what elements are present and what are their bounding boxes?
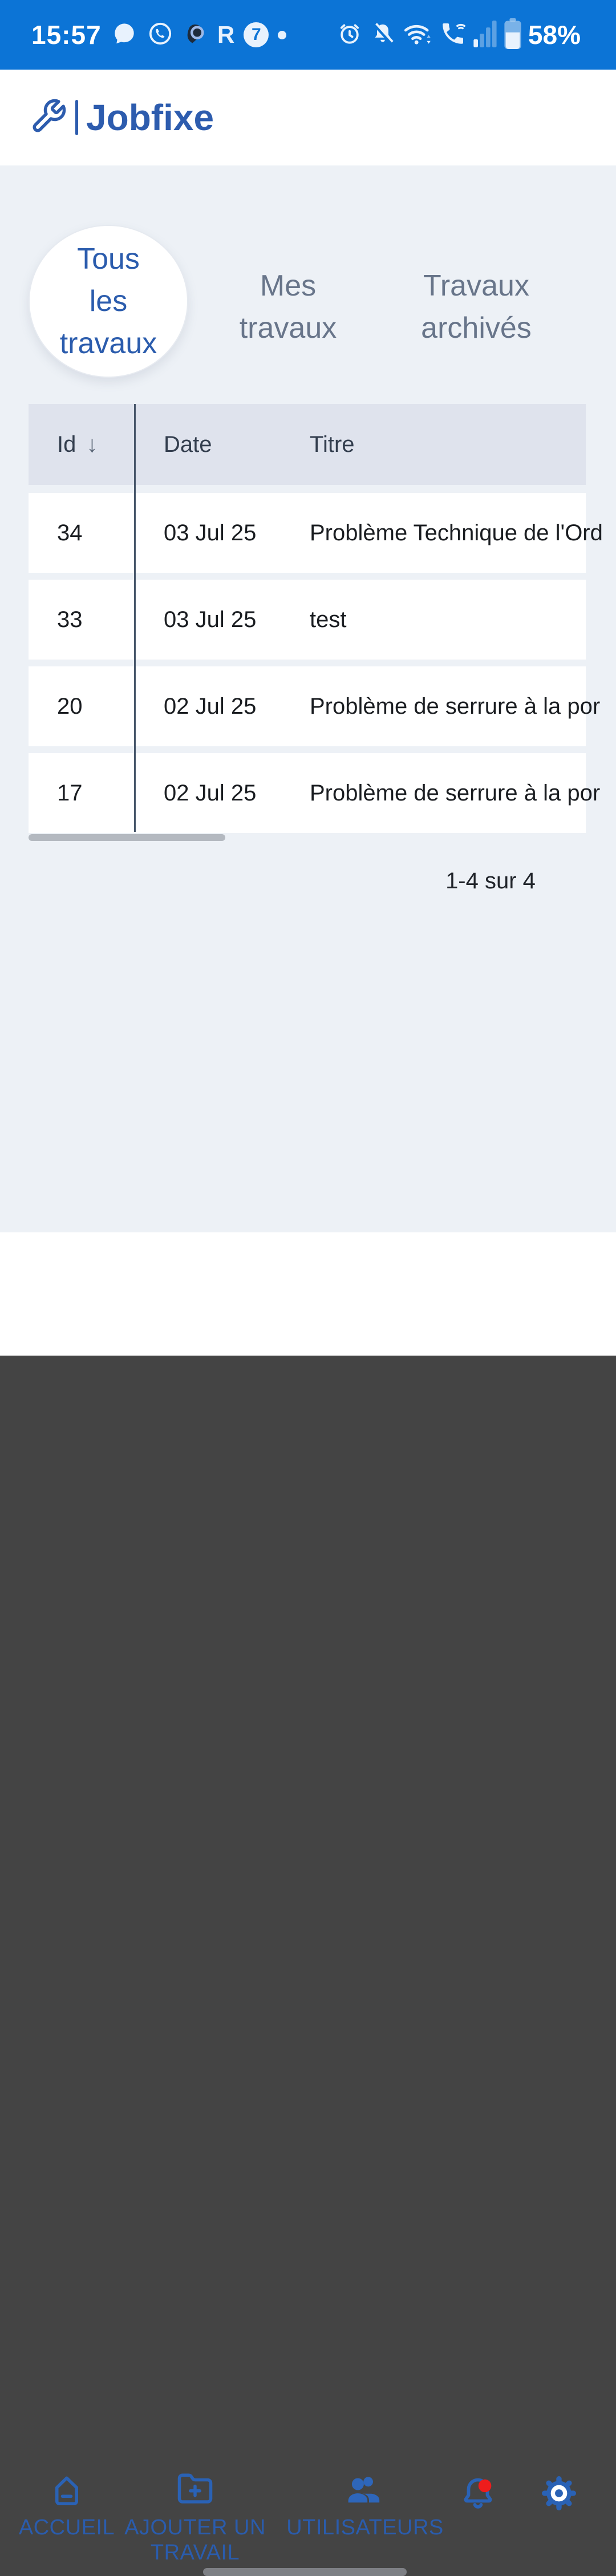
row-title: Problème de serrure à la por xyxy=(310,693,601,719)
gear-icon[interactable] xyxy=(541,2475,577,2514)
row-title: Problème de serrure à la por xyxy=(310,780,601,806)
notification-icons xyxy=(111,0,286,70)
status-bar xyxy=(0,0,616,70)
wrench-icon xyxy=(30,98,67,138)
wifi-calling-icon xyxy=(439,20,467,50)
table-row[interactable] xyxy=(29,580,586,660)
sort-descending-icon: ↓ xyxy=(86,431,98,457)
column-header-titre[interactable] xyxy=(310,404,586,485)
nav-item-utilisateurs[interactable] xyxy=(279,2515,451,2540)
messages-icon xyxy=(111,21,137,50)
row-date: 02 Jul 25 xyxy=(164,780,257,806)
seven-app-icon: 7 xyxy=(244,22,269,47)
tab-line: Tous xyxy=(77,242,140,276)
row-date: 03 Jul 25 xyxy=(164,606,257,632)
table-row[interactable] xyxy=(29,666,601,746)
bell-icon[interactable] xyxy=(459,2474,497,2514)
app-badge-icon xyxy=(183,21,208,49)
app-logo xyxy=(30,70,214,165)
users-icon[interactable] xyxy=(344,2476,386,2511)
column-label: Titre xyxy=(310,431,355,457)
tab-line: Travaux xyxy=(423,269,529,302)
tab-travaux-archives[interactable] xyxy=(382,246,570,367)
row-title: Problème Technique de l'Ord xyxy=(310,520,603,545)
bottom-navigation xyxy=(0,1232,616,2565)
signal-icon xyxy=(473,19,497,51)
tab-line: travaux xyxy=(239,312,337,345)
row-date: 03 Jul 25 xyxy=(164,520,257,545)
column-label: Id xyxy=(57,431,76,457)
tab-line: Mes xyxy=(260,269,317,302)
whatsapp-icon xyxy=(147,20,174,50)
wifi-icon xyxy=(403,20,432,50)
nav-label-line: AJOUTER UN xyxy=(124,2516,266,2539)
column-header-date[interactable] xyxy=(164,404,212,485)
app-name: Jobfixe xyxy=(86,97,214,138)
clock-text: 15:57 xyxy=(31,20,102,50)
nav-label-line: UTILISATEURS xyxy=(286,2516,444,2539)
app-header xyxy=(0,70,616,165)
home-indicator-bar[interactable] xyxy=(203,2568,407,2576)
alarm-icon xyxy=(337,21,363,50)
row-id: 17 xyxy=(57,780,83,806)
tab-line: les xyxy=(89,285,128,318)
table-header xyxy=(29,404,586,485)
tab-line: archivés xyxy=(421,312,532,345)
pagination-label: 1-4 sur 4 xyxy=(445,868,536,893)
notification-badge xyxy=(479,2480,492,2493)
battery-icon xyxy=(504,18,521,52)
row-id: 33 xyxy=(57,606,83,632)
row-date: 02 Jul 25 xyxy=(164,693,257,719)
nav-label-line: TRAVAIL xyxy=(150,2541,240,2565)
battery-percent-text: 58% xyxy=(528,20,581,50)
folder-plus-icon[interactable] xyxy=(176,2470,214,2511)
tab-line: travaux xyxy=(59,327,157,360)
r-app-icon: R xyxy=(217,21,235,48)
column-label: Date xyxy=(164,431,212,457)
tab-tous-les-travaux[interactable] xyxy=(29,225,188,378)
row-title: test xyxy=(310,606,347,632)
row-id: 20 xyxy=(57,693,83,719)
table-row[interactable] xyxy=(29,493,603,573)
logo-divider xyxy=(75,100,78,135)
system-status-icons xyxy=(337,0,581,70)
more-notifications-dot xyxy=(278,31,286,39)
id-column-divider xyxy=(134,404,136,832)
tab-mes-travaux[interactable] xyxy=(211,246,365,367)
row-id: 34 xyxy=(57,520,83,545)
home-icon[interactable] xyxy=(50,2474,84,2511)
table-row[interactable] xyxy=(29,753,601,833)
horizontal-scrollbar-thumb[interactable] xyxy=(29,834,225,841)
nav-label-line: ACCUEIL xyxy=(18,2516,115,2539)
column-header-id[interactable] xyxy=(57,404,98,485)
notifications-off-icon xyxy=(370,21,396,50)
nav-item-ajouter-un-travail[interactable] xyxy=(110,2515,281,2565)
